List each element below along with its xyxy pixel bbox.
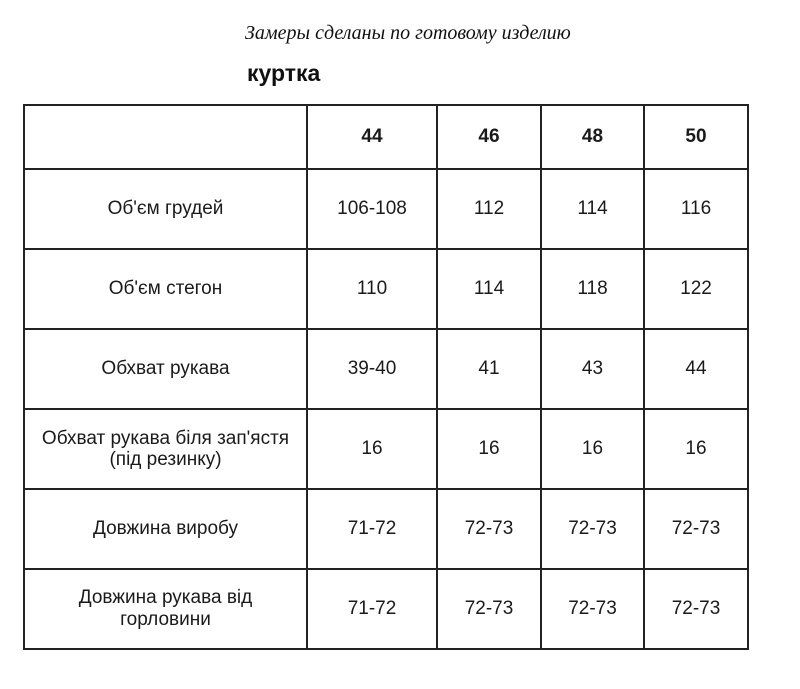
value-cell: 118 [541, 249, 644, 329]
value-cell: 72-73 [644, 489, 748, 569]
table-row [24, 249, 748, 329]
garment-title: куртка [247, 60, 321, 86]
table-row [24, 569, 748, 649]
corner-cell [24, 105, 307, 169]
value-cell: 122 [644, 249, 748, 329]
value-cell: 72-73 [437, 569, 541, 649]
row-label: Довжина рукава від горловини [24, 569, 307, 649]
row-label: Довжина виробу [24, 489, 307, 569]
value-cell: 72-73 [541, 569, 644, 649]
value-cell: 116 [644, 169, 748, 249]
row-label: Обхват рукава біля зап'ястя (під резинку) [24, 409, 307, 489]
value-cell: 39-40 [307, 329, 437, 409]
size-header-row [24, 105, 748, 169]
row-label: Об'єм стегон [24, 249, 307, 329]
table-row [24, 169, 748, 249]
value-cell: 72-73 [644, 569, 748, 649]
value-cell: 16 [307, 409, 437, 489]
size-chart-table [23, 104, 749, 650]
value-cell: 106-108 [307, 169, 437, 249]
value-cell: 16 [644, 409, 748, 489]
value-cell: 44 [644, 329, 748, 409]
value-cell: 112 [437, 169, 541, 249]
value-cell: 114 [541, 169, 644, 249]
measurement-note: Замеры сделаны по готовому изделию [245, 22, 571, 44]
size-header-cell: 44 [307, 105, 437, 169]
value-cell: 16 [437, 409, 541, 489]
value-cell: 71-72 [307, 489, 437, 569]
row-label: Об'єм грудей [24, 169, 307, 249]
table-row [24, 489, 748, 569]
value-cell: 41 [437, 329, 541, 409]
value-cell: 114 [437, 249, 541, 329]
value-cell: 43 [541, 329, 644, 409]
table-row [24, 329, 748, 409]
value-cell: 71-72 [307, 569, 437, 649]
value-cell: 72-73 [541, 489, 644, 569]
table-row [24, 409, 748, 489]
size-header-cell: 46 [437, 105, 541, 169]
value-cell: 16 [541, 409, 644, 489]
value-cell: 110 [307, 249, 437, 329]
size-header-cell: 50 [644, 105, 748, 169]
value-cell: 72-73 [437, 489, 541, 569]
row-label: Обхват рукава [24, 329, 307, 409]
size-header-cell: 48 [541, 105, 644, 169]
